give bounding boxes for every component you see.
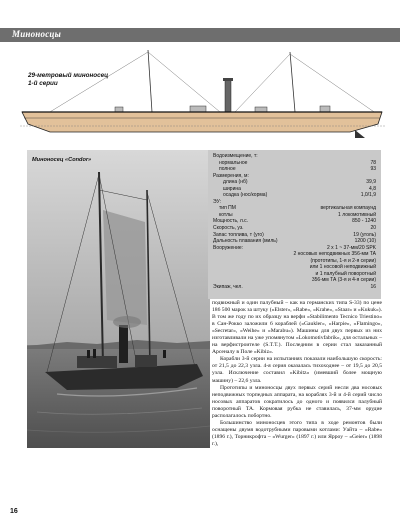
drawing-caption-line2: 1-й серии xyxy=(28,79,58,87)
spec-label: полное xyxy=(219,166,236,173)
spec-value: 4,8 xyxy=(369,185,376,192)
spec-value: 19 (уголь) xyxy=(353,231,376,238)
article-paragraph: Прототипы и миноносцы двух первых серий несли два носовых неподвижных торпедных аппарата, на кораблях 3-й и 4-й серий число носовых аппаратов сократилось до одного и появился палубный поворотный ТА. Кормовая рубка не ставилась, 37-мм орудие располагалось побортно. xyxy=(212,384,382,419)
article-paragraph: Корабли 3-й серии на испытаниях показали наибольшую скорость: от 21,5 до 22,3 узла. 4-я серия оказалась тихоходнее – от 19,5 до 20,5 узла. Исключение составил «Kibitz» (имевший более мощную машину) – 22,6 узла. xyxy=(212,356,382,384)
spec-value: или 1 носовой неподвижный xyxy=(309,264,376,271)
section-title: Миноносцы xyxy=(12,29,62,39)
spec-label: тип ПМ xyxy=(219,205,236,212)
spec-label: Вооружение: xyxy=(213,244,244,251)
spec-value: 39,9 xyxy=(366,179,376,186)
spec-label: Водоизмещение, т: xyxy=(213,153,258,159)
section-header-bar xyxy=(0,28,400,42)
spec-value: 850 - 1240 xyxy=(352,218,376,225)
spec-value: 2 носовых неподвижных 356-мм ТА xyxy=(293,251,376,258)
article-paragraph: Большинство миноносцев этого типа в ходе ремонтов были оснащены двумя водотрубными паровыми котлами: Уайта – «Rabe» (1896 г.), Торникрофта – «Wurger» (1897 г.) или Яррoу – «Geier» (1898 г.), xyxy=(212,419,382,447)
spec-value: (прототипы, 1-я и 2-я серии) xyxy=(310,257,376,264)
spec-label: длина (нб) xyxy=(223,179,248,186)
spec-value: 20 xyxy=(370,225,376,232)
spec-label: Экипаж, чел. xyxy=(213,283,243,290)
spec-label: нормальное xyxy=(219,159,248,166)
spec-value: 2 x 1 ~ 37-мм/20 SPK xyxy=(327,244,376,251)
spec-value: 356-мм ТА (3-я и 4-я серии) xyxy=(311,277,376,284)
ship-photo-image xyxy=(27,150,210,448)
spec-value: 93 xyxy=(370,166,376,173)
spec-label: Запас топлива, т (уго) xyxy=(213,231,264,238)
spec-value: 1,0/1,9 xyxy=(360,192,376,199)
spec-value: 78 xyxy=(370,159,376,166)
spec-label: ширина xyxy=(223,185,241,192)
spec-label: котлы xyxy=(219,211,233,218)
article-text-upper xyxy=(212,300,382,448)
spec-label: Размерения, м: xyxy=(213,172,249,179)
ship-profile-drawing xyxy=(20,50,390,150)
spec-row xyxy=(213,284,376,291)
spec-label: Скорость, уз. xyxy=(213,225,244,232)
ship-photo xyxy=(27,150,210,448)
article-paragraph: подвижный и один палубный – как на германских типа S-33) по цене 186 500 марок за штуку («Elster», «Rabe», «Krahe», «Staar» и «Kukuk»). В том же году по их образцу на верфи «Stabilimento Tecnico Triestino» в Сан-Рокко заложили 6 кораблей («Gaukler», «Harpie», «Flamingo», «Secretar», «Weihe» и «Marabu»). Машины для двух первых из них изготавливали на уже упомянутом «Lokomotivfabrik», для остальных – на верфистроителе (S.T.T.). Последним в серии стал заказанный Арсеналу в Поле «Kibiz». xyxy=(212,300,382,356)
spec-value: и 1 палубный поворотный xyxy=(315,270,376,277)
spec-value: вертикальная компаунд xyxy=(320,205,376,212)
drawing-caption-line1: 29-метровый миноносец xyxy=(28,72,109,79)
spec-label: Дальность плавания (миль) xyxy=(213,238,278,245)
photo-caption: Миноносец «Condor» xyxy=(32,157,92,163)
spec-value: 1 локомотивный xyxy=(338,211,376,218)
spec-label: осадка (нос/корма) xyxy=(223,192,268,199)
drawing-caption xyxy=(28,72,168,87)
specifications-table xyxy=(208,150,381,299)
spec-label: ЭУ: xyxy=(213,198,222,205)
spec-value: 1200 (10) xyxy=(354,238,376,245)
spec-value: 16 xyxy=(370,283,376,290)
page-number: 16 xyxy=(10,508,18,515)
spec-label: Мощность, л.с. xyxy=(213,218,249,225)
